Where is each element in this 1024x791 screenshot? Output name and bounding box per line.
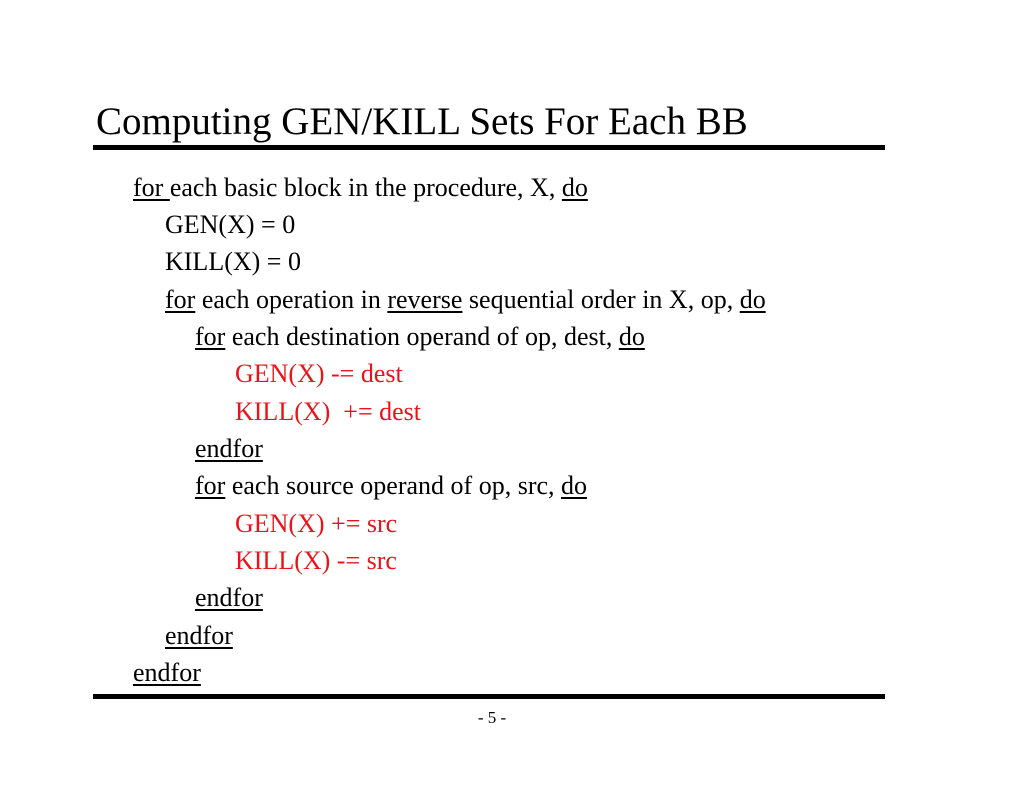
keyword-for: for: [165, 285, 196, 314]
keyword-do: do: [561, 471, 588, 500]
footer-divider: [93, 694, 885, 699]
keyword-for: for: [195, 471, 226, 500]
code-text: GEN(X) = 0: [165, 210, 296, 239]
code-text-highlight: KILL(X) += dest: [235, 397, 421, 426]
code-line-2: [165, 209, 295, 241]
slide-title: Computing GEN/KILL Sets For Each BB: [96, 100, 748, 143]
code-line-9: [195, 470, 587, 502]
title-divider: [93, 145, 885, 150]
keyword-do: do: [739, 285, 766, 314]
code-line-1: [133, 172, 588, 204]
keyword-for: for: [133, 173, 170, 202]
keyword-for: for: [195, 322, 226, 351]
code-line-13: [165, 620, 233, 652]
code-line-4: [165, 284, 766, 316]
code-line-11: [235, 545, 397, 577]
keyword-endfor: endfor: [165, 621, 233, 650]
code-line-14: [133, 657, 201, 689]
keyword-reverse: reverse: [387, 285, 463, 314]
code-text: sequential order in X, op,: [462, 285, 740, 314]
code-text: each source operand of op, src,: [225, 471, 562, 500]
code-text-highlight: GEN(X) += src: [235, 509, 398, 538]
code-text-highlight: KILL(X) -= src: [235, 546, 397, 575]
code-text: each operation in: [195, 285, 388, 314]
keyword-do: do: [561, 173, 588, 202]
code-line-12: [195, 582, 263, 614]
code-line-10: [235, 508, 397, 540]
code-text: KILL(X) = 0: [165, 247, 301, 276]
code-text-highlight: GEN(X) -= dest: [235, 359, 403, 388]
keyword-endfor: endfor: [195, 583, 263, 612]
code-text: each basic block in the procedure, X,: [169, 173, 562, 202]
code-line-6: [235, 358, 403, 390]
keyword-endfor: endfor: [133, 658, 201, 687]
code-line-8: [195, 433, 263, 465]
code-text: each destination operand of op, dest,: [225, 322, 619, 351]
code-line-3: [165, 246, 301, 278]
code-line-5: [195, 321, 645, 353]
keyword-endfor: endfor: [195, 434, 263, 463]
code-line-7: [235, 396, 421, 428]
keyword-do: do: [618, 322, 645, 351]
page-number: - 5 -: [477, 708, 507, 727]
